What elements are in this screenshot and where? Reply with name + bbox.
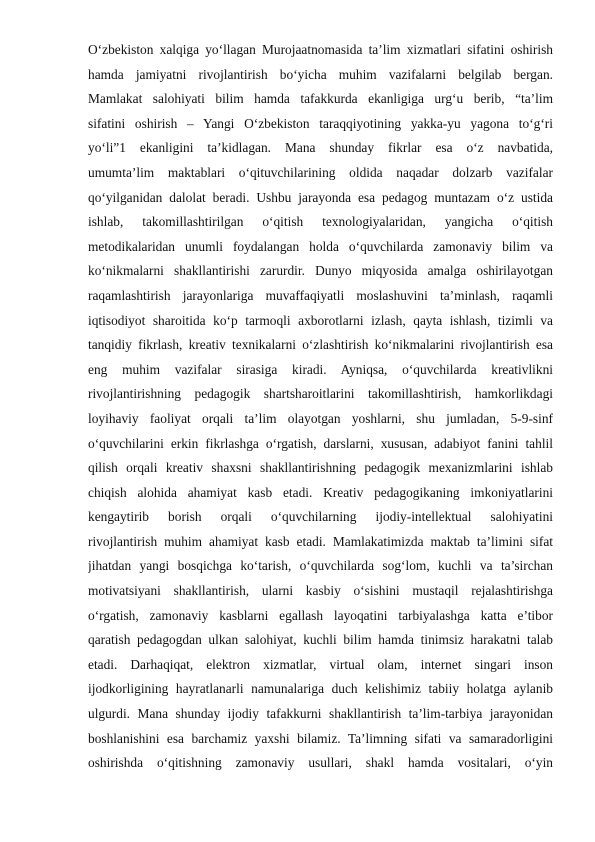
- text-line: rivojlantirish muhim ahamiyat kasb etadi. Mamlakatimizda maktab ta’limini sifat: [88, 533, 553, 549]
- text-line: jihatdan yangi bosqichga ko‘tarish, o‘quvchilarda sog‘lom, kuchli va ta’sirchan: [88, 558, 553, 574]
- text-line: Mamlakat salohiyati bilim hamda tafakkurda ekanligiga urg‘u berib, “ta’lim: [88, 91, 553, 107]
- text-line: motivatsiyani shakllantirish, ularni kasbiy o‘sishini mustaqil rejalashtirishga: [88, 583, 553, 599]
- text-line: hamda jamiyatni rivojlantirish bo‘yicha muhim vazifalarni belgilab bergan.: [88, 66, 553, 82]
- text-line: boshlanishini esa barchamiz yaxshi bilamiz. Ta’limning sifati va samaradorligini: [88, 730, 553, 746]
- text-line: O‘zbekiston xalqiga yo‘llagan Murojaatnomasida ta’lim xizmatlari sifatini oshirish: [88, 42, 553, 57]
- text-line: eng muhim vazifalar sirasiga kiradi. Ayniqsa, o‘quvchilarda kreativlikni: [88, 361, 553, 377]
- text-line: etadi. Darhaqiqat, elektron xizmatlar, virtual olam, internet singari inson: [88, 656, 553, 672]
- text-line: oshirishda o‘qitishning zamonaviy usullari, shakl hamda vositalari, o‘yin: [88, 755, 553, 771]
- text-line: ijodkorligining hayratlanarli namunalariga duch kelishimiz tabiiy holatga aylanib: [88, 681, 553, 697]
- text-line: o‘quvchilarini erkin fikrlashga o‘rgatish, darslarni, xususan, adabiyot fanini tahlil: [88, 435, 553, 451]
- text-line: qilish orqali kreativ shaxsni shakllantirishning pedagogik mexanizmlarini ishlab: [88, 460, 553, 476]
- text-line: kengaytirib borish orqali o‘quvchilarning ijodiy-intellektual salohiyatini: [88, 509, 553, 525]
- text-line: iqtisodiyot sharoitida ko‘p tarmoqli axborotlarni izlash, qayta ishlash, tizimli va: [88, 312, 553, 328]
- text-line: loyihaviy faoliyat orqali ta’lim olayotgan yoshlarni, shu jumladan, 5-9-sinf: [88, 410, 553, 426]
- text-line: metodikalaridan unumli foydalangan holda o‘quvchilarda zamonaviy bilim va: [88, 238, 553, 254]
- body-text: [88, 38, 553, 776]
- text-line: rivojlantirishning pedagogik shartsharoitlarini takomillashtirish, hamkorlikdagi: [88, 386, 553, 402]
- text-line: ishlab, takomillashtirilgan o‘qitish texnologiyalaridan, yangicha o‘qitish: [88, 214, 553, 230]
- text-line: umumta’lim maktablari o‘qituvchilarining oldida naqadar dolzarb vazifalar: [88, 164, 553, 180]
- text-line: ulgurdi. Mana shunday ijodiy tafakkurni shakllantirish ta’lim-tarbiya jarayonidan: [88, 706, 553, 722]
- text-line: qaratish pedagogdan ulkan salohiyat, kuchli bilim hamda tinimsiz harakatni talab: [88, 632, 553, 648]
- text-line: raqamlashtirish jarayonlariga muvaffaqiyatli moslashuvini ta’minlash, raqamli: [88, 287, 553, 303]
- text-line: sifatini oshirish – Yangi O‘zbekiston taraqqiyotining yakka-yu yagona to‘g‘ri: [88, 115, 553, 131]
- text-line: yo‘li”1 ekanligini ta’kidlagan. Mana shunday fikrlar esa o‘z navbatida,: [88, 140, 553, 156]
- text-line: ko‘nikmalarni shakllantirishi zarurdir. Dunyo miqyosida amalga oshirilayotgan: [88, 263, 553, 279]
- text-line: tanqidiy fikrlash, kreativ texnikalarni o‘zlashtirish ko‘nikmalarini rivojlantirish esa: [88, 337, 553, 353]
- text-line: chiqish alohida ahamiyat kasb etadi. Kreativ pedagogikaning imkoniyatlarini: [88, 484, 553, 500]
- text-line: o‘rgatish, zamonaviy kasblarni egallash layoqatini tarbiyalashga katta e’tibor: [88, 607, 553, 623]
- text-line: qo‘yilganidan dalolat beradi. Ushbu jarayonda esa pedagog muntazam o‘z ustida: [88, 189, 553, 205]
